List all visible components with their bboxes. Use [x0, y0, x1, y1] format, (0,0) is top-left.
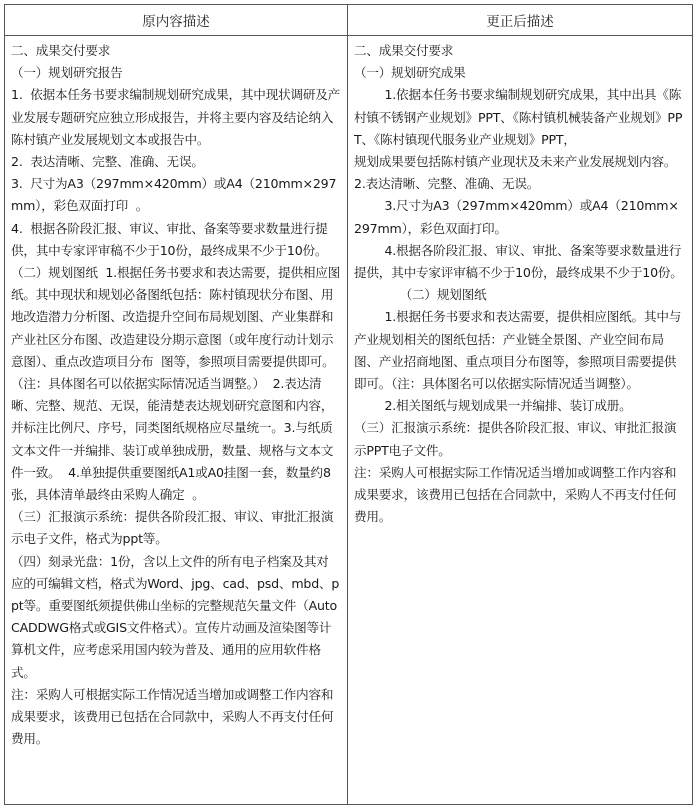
original-line: 4. 根据各阶段汇报、审议、审批、备案等要求数量进行提供，其中专家评审稿不少于10份，最终成果不少于10份。	[11, 220, 328, 258]
original-line: 二、成果交付要求	[11, 43, 111, 58]
header-original-description: 原内容描述	[5, 5, 348, 36]
changed-line: 4.根据各阶段汇报、审议、审批、备案等要求数量进行提供，其中专家评审稿不少于10份，最终成果不少于10份。	[354, 242, 683, 281]
changed-line: 1.依据本任务书要求编制规划研究成果，其中出具《陈村镇不锈钢产业规划》PPT、《陈村镇机械装备产业规划》PPT、《陈村镇现代服务业产业规划》PPT，	[354, 87, 683, 147]
content-row	[5, 36, 693, 805]
changed-line: （三）汇报演示系统：提供各阶段汇报、审议、审批汇报演示PPT电子文件。	[354, 420, 677, 458]
header-row	[5, 5, 693, 36]
original-line: （三）汇报演示系统：提供各阶段汇报、审议、审批汇报演示电子文件，格式为ppt等。	[11, 509, 334, 547]
changed-line: 注：采购人可根据实际工作情况适当增加或调整工作内容和成果要求，该费用已包括在合同款中，采购人不再支付任何费用。	[354, 464, 677, 525]
changed-line: 1.根据任务书要求和表达需要，提供相应图纸。其中与产业规划相关的图纸包括：产业链全景图、产业空间布局图、产业招商地图、重点项目分布图等，参照项目需要提供即可。（注：具体图名可以依据实际情况适当调整）。	[354, 309, 682, 392]
original-line: 1. 依据本任务书要求编制规划研究成果，其中现状调研及产业发展专题研究应独立形成报告，并将主要内容及结论纳入陈村镇产业发展规划文本或报告中。	[11, 87, 341, 147]
changed-line: （二）规划图纸	[354, 287, 487, 303]
changed-content-cell	[348, 36, 693, 805]
changed-line: 二、成果交付要求	[354, 43, 454, 58]
changed-line: 2.表达清晰、完整、准确、无误。	[354, 176, 540, 192]
original-line: 3. 尺寸为A3（297mm×420mm）或A4（210mm×297mm），彩色双面打印 。	[11, 176, 337, 214]
original-line: （二）规划图纸 1.根据任务书要求和表达需要，提供相应图纸。其中现状和规划必备图纸包括：陈村镇现状分布图、用地改造潜力分析图、改造提升空间布局规划图、产业集群和产业社区分布图、改造建设分期示意图（或年度行动计划示意图）、重点改造项目分布 图等，参照项目需要提供即可。（注：具体图名可以依据实际情况适当调整。） 2.表达清晰、完整、规范、无误，能清楚表达规划研究意图和内容，并标注比例尺、序号，同类图纸规格应尽量统一。3.与纸质文本文件一并编排、装订或单独成册，数量、规格与文本文件一致。 4.单独提供重要图纸A1或A0挂图一套，数量约8张，具体清单最终由采购人确定 。	[11, 265, 341, 503]
header-changed-description: 更正后描述	[348, 5, 693, 36]
original-line: 2. 表达清晰、完整、准确、无误。	[11, 154, 204, 170]
changed-line: （一）规划研究成果	[354, 65, 466, 81]
original-line: 注：采购人可根据实际工作情况适当增加或调整工作内容和成果要求，该费用已包括在合同款中，采购人不再支付任何费用。	[11, 686, 334, 747]
original-content-cell	[5, 36, 348, 805]
original-line: （四）刻录光盘：1份，含以上文件的所有电子档案及其对应的可编辑文档，格式为Word、jpg、cad、psd、mbd、ppt等。重要图纸须提供佛山坐标的完整规范矢量文件（AutoCADDWG格式或GIS文件格式）。宣传片动画及渲染图等计算机文件，应考虑采用国内较为普及、通用的应用软件格式。	[11, 553, 340, 680]
changed-line: 规划成果要包括陈村镇产业现状及未来产业发展规划内容。	[354, 154, 677, 170]
changed-line: 2.相关图纸与规划成果一并编排、装订成册。	[354, 398, 632, 414]
changed-line: 3.尺寸为A3（297mm×420mm）或A4（210mm×297mm），彩色双面打印。	[354, 198, 679, 236]
original-line: （一）规划研究报告	[11, 65, 123, 81]
original-content	[5, 36, 347, 751]
comparison-table	[4, 4, 693, 805]
changed-content	[348, 36, 692, 528]
